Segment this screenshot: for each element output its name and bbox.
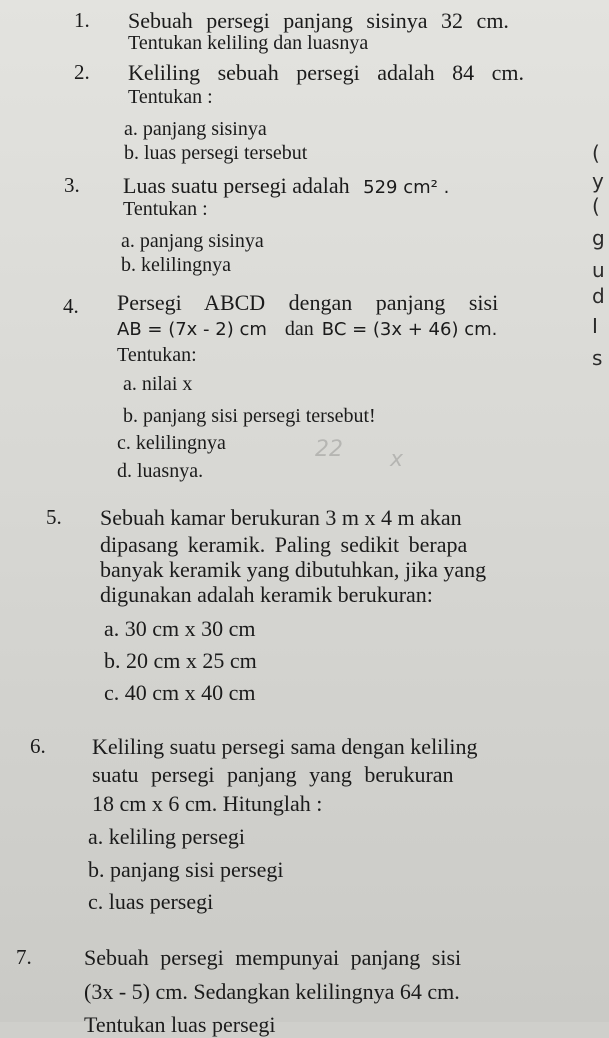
question-6-line-1: Keliling suatu persegi sama dengan keliling	[92, 734, 478, 759]
question-5-line-1: Sebuah kamar berukuran 3 m x 4 m akan	[100, 505, 462, 530]
question-4-line-1	[117, 290, 498, 316]
question-5-line-2: dipasang keramik. Paling sedikit berapa	[100, 532, 468, 557]
pencil-mark-x: x	[390, 447, 404, 472]
right-edge-glyph-3: (	[592, 194, 600, 218]
question-2-item-a: a. panjang sisinya	[124, 118, 267, 140]
question-4-ab-expression: AB = (7x - 2) cm	[117, 319, 267, 340]
question-4-number: 4.	[63, 294, 79, 318]
question-3-area-value: 529 cm² .	[363, 177, 450, 198]
question-3-line-1	[123, 173, 449, 199]
question-4-item-a: a. nilai x	[123, 373, 193, 395]
right-edge-glyph-5: u	[592, 258, 605, 282]
question-2-text-1: Keliling sebuah persegi adalah 84 cm.	[128, 60, 525, 85]
question-6-item-b: b. panjang sisi persegi	[88, 857, 284, 882]
question-3-item-b: b. kelilingnya	[121, 254, 231, 276]
question-6-number: 6.	[30, 734, 46, 758]
question-1-number: 1.	[74, 8, 90, 32]
question-5-item-a: a. 30 cm x 30 cm	[104, 616, 256, 641]
question-6-line-2: suatu persegi panjang yang berukuran	[92, 762, 454, 787]
pencil-mark-number: 22	[315, 437, 343, 462]
question-7-line-1: Sebuah persegi mempunyai panjang sisi	[84, 945, 462, 970]
question-5-number: 5.	[46, 505, 62, 529]
question-4-item-b: b. panjang sisi persegi tersebut!	[123, 405, 376, 427]
question-6-line-3: 18 cm x 6 cm. Hitunglah :	[92, 791, 323, 816]
question-3-number: 3.	[64, 173, 80, 197]
question-7-line-3: Tentukan luas persegi	[84, 1012, 276, 1037]
question-4-line-3: Tentukan:	[117, 344, 197, 366]
question-5-item-b: b. 20 cm x 25 cm	[104, 648, 257, 673]
question-6-item-c: c. luas persegi	[88, 889, 214, 914]
right-edge-glyph-4: g	[592, 226, 605, 250]
question-5-item-c: c. 40 cm x 40 cm	[104, 680, 256, 705]
question-2-line-2: Tentukan :	[128, 86, 213, 108]
question-3-line-2: Tentukan :	[123, 198, 208, 220]
question-4-item-c: c. kelilingnya	[117, 432, 226, 454]
question-3-text-1: Luas suatu persegi adalah	[123, 173, 350, 198]
question-7-line-3-cut	[84, 1012, 276, 1037]
right-edge-glyph-8: s	[592, 346, 603, 370]
question-2-item-b: b. luas persegi tersebut	[124, 142, 308, 164]
question-2-line-1	[128, 60, 524, 86]
right-edge-glyph-7: I	[592, 314, 598, 338]
question-1-line-2: Tentukan keliling dan luasnya	[128, 32, 369, 54]
question-4-bc-expression: BC = (3x + 46) cm.	[321, 319, 498, 340]
right-edge-glyph-6: d	[592, 284, 605, 308]
question-5-line-4: digunakan adalah keramik berukuran:	[100, 582, 433, 607]
right-edge-glyph-2: y	[592, 169, 604, 193]
right-edge-glyph-1: (	[592, 141, 600, 165]
question-4-item-d: d. luasnya.	[117, 460, 204, 482]
question-6-item-a: a. keliling persegi	[88, 824, 246, 849]
question-4-line-2	[117, 318, 497, 341]
question-4-dan: dan	[284, 318, 314, 340]
question-1-line-1	[128, 8, 518, 34]
question-2-number: 2.	[74, 60, 90, 84]
question-7-number: 7.	[16, 945, 32, 969]
question-3-item-a: a. panjang sisinya	[121, 230, 264, 252]
question-5-line-3: banyak keramik yang dibutuhkan, jika yang	[100, 557, 487, 582]
question-4-text-1: Persegi ABCD dengan panjang sisi	[117, 290, 499, 315]
question-1-text-1: Sebuah persegi panjang sisinya 32 cm.	[128, 8, 509, 33]
question-7-line-2: (3x - 5) cm. Sedangkan kelilingnya 64 cm.	[84, 979, 460, 1004]
